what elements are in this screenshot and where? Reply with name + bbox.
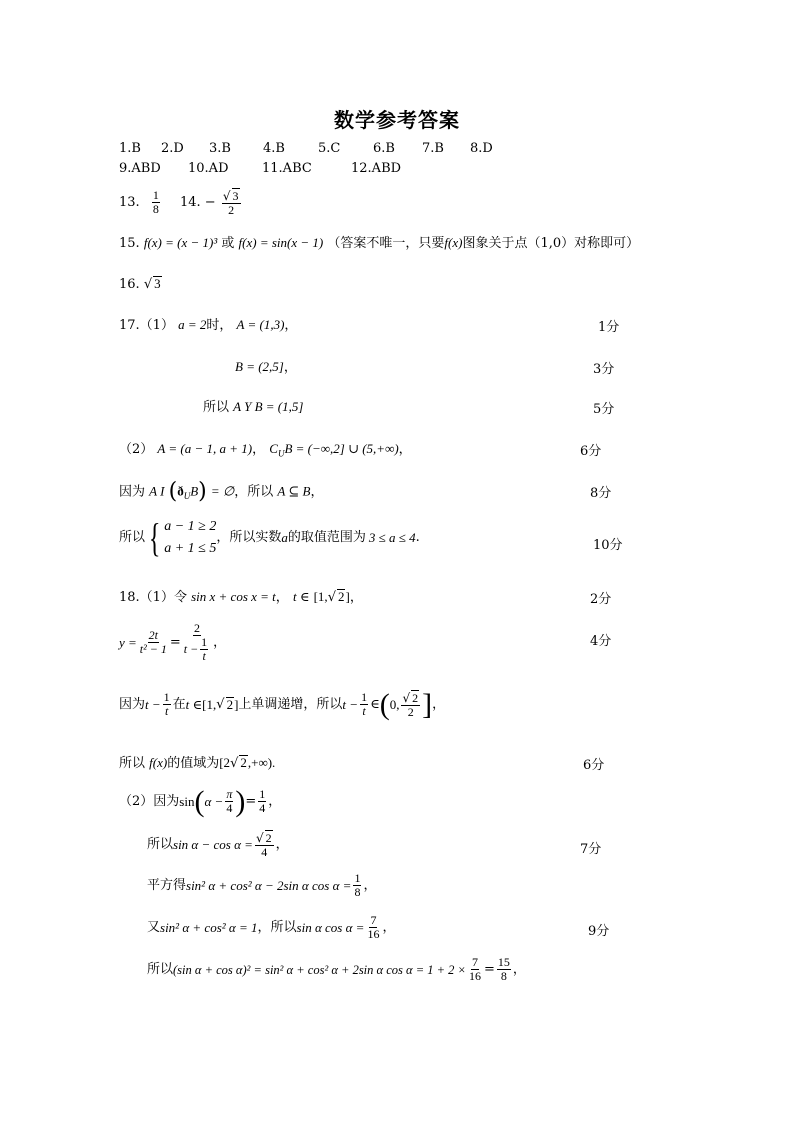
q18-l3-den: t <box>164 704 169 718</box>
q18-l6-expr: sin α − cos α = <box>173 836 253 852</box>
q18-l8-end: ， <box>382 919 396 935</box>
q18-l3-int-rad: 2 <box>226 697 234 712</box>
q18-l1-end: ， <box>349 590 363 605</box>
q15-or: 或 <box>221 236 235 251</box>
q18-l5-end: ， <box>268 793 282 809</box>
q18-l9-eq: = <box>484 961 495 977</box>
q18-l3-mid: 上单调递增，所以 <box>238 696 343 712</box>
q13-label: 13. <box>119 195 140 210</box>
q18-range-left: 0, <box>389 696 400 712</box>
q18-l3-end: ， <box>432 696 446 712</box>
q17-shi: 时， <box>206 318 233 333</box>
q17-score-6: 10分 <box>593 538 623 553</box>
q17-set-a2: A = (a − 1, a + 1) <box>157 441 253 456</box>
q17-complement-b: B = (−∞,2] ∪ (5,+∞) <box>284 441 399 456</box>
q18-score-1: 2分 <box>590 592 612 607</box>
q18-value-range-right: ,+∞). <box>247 755 276 770</box>
q18-frac2-den <box>183 636 211 663</box>
q18-l7-den: 8 <box>354 885 361 899</box>
q18-pi-frac <box>225 788 233 815</box>
q17-l6-mid: ，所以实数 <box>216 530 282 545</box>
q18-l8-pre: 又 <box>147 919 161 935</box>
q17-l6-pre: 所以 <box>119 530 146 545</box>
q18-line-2 <box>119 622 226 663</box>
q18-l3-t: t − <box>145 696 161 712</box>
q18-l3-den2: t <box>362 704 366 718</box>
q18-line-1: 18.（1）令 sin x + cos x = t， t ∈ [1,√ 2]， <box>119 589 363 605</box>
q18-fraction-1 <box>139 629 168 656</box>
q17-l1-end: ， <box>284 318 298 333</box>
q15-note-a: （答案不唯一，只要 <box>327 236 445 251</box>
q18-fx: f(x) <box>149 755 168 770</box>
q15-expr-2: f(x) = sin(x − 1) <box>238 235 324 250</box>
q18-l6-end: ， <box>275 836 289 852</box>
q18-frac2-den-t: t − <box>183 642 199 656</box>
q17-l6-end: . <box>415 530 420 545</box>
q18-l9-frac <box>468 956 482 983</box>
q18-sin: sin <box>179 793 195 809</box>
q17-l4-end: ， <box>398 442 412 457</box>
q18-alpha-minus: α − <box>204 793 224 809</box>
q14-fraction <box>222 188 241 217</box>
q13-denominator: 8 <box>152 202 159 216</box>
q18-l9-frac2 <box>497 956 511 983</box>
q18-l6-pre: 所以 <box>147 836 174 852</box>
q18-l4-mid: 的值域为 <box>167 756 220 771</box>
q18-l9-pre: 所以 <box>147 961 174 977</box>
q18-l9-den2: 8 <box>500 969 507 983</box>
answer-3: 3.B <box>209 141 231 156</box>
q17-complement-sub: U <box>277 448 285 459</box>
answer-9: 9.ABD <box>119 161 161 176</box>
q17-case-2: a + 1 ≤ 5 <box>164 541 217 556</box>
q18-l8-mid: ，所以 <box>257 919 297 935</box>
q18-line-4: 所以 f(x)的值域为[2√ 2,+∞). <box>119 755 276 771</box>
q18-substitution: sin x + cos x = t <box>191 589 276 604</box>
q18-interval-radicand: 2 <box>337 589 345 604</box>
q17-l6-mid2: 的取值范围为 <box>287 530 366 545</box>
q17-score-4: 6分 <box>580 444 602 459</box>
answer-6: 6.B <box>373 141 395 156</box>
q18-quarter <box>258 788 266 815</box>
q17-complement-symbol: ð <box>177 483 184 499</box>
q18-l8-den: 16 <box>367 927 380 941</box>
answer-5: 5.C <box>318 141 341 156</box>
q18-y-eq: y = <box>119 634 137 650</box>
q16-label: 16. <box>119 277 140 292</box>
q18-l3-int-right: ] <box>234 696 239 712</box>
q17-score-5: 8分 <box>590 486 612 501</box>
q18-l7-num: 1 <box>354 871 361 885</box>
answer-4: 4.B <box>263 141 285 156</box>
q18-l6-rad: 2 <box>265 831 272 845</box>
q18-l2-eq: = <box>169 634 181 650</box>
answer-12: 12.ABD <box>351 161 402 176</box>
q18-frac2-num: 2 <box>193 621 200 635</box>
q17-l3-pre: 所以 <box>203 400 230 415</box>
q18-line-6 <box>147 830 289 859</box>
q17-l5-b: B <box>190 483 199 499</box>
q17-l5-sub: U <box>183 491 191 502</box>
q14-numerator: √ 3 <box>222 189 239 203</box>
q17-system: { a − 1 ≥ 2 a + 1 ≤ 5 <box>148 515 217 560</box>
answer-7: 7.B <box>422 141 444 156</box>
q17-score-3: 5分 <box>593 402 615 417</box>
q15-expr-1: f(x) = (x − 1)³ <box>143 235 218 250</box>
q18-line-9 <box>147 956 526 983</box>
q16-value: 3 <box>154 276 161 291</box>
q18-l8-frac <box>366 914 380 941</box>
q17-range: 3 ≤ a ≤ 4 <box>368 530 416 545</box>
q18-line-7 <box>147 872 376 899</box>
q15-label: 15. <box>119 236 140 251</box>
q18-l3-int-left: [1, <box>202 696 217 712</box>
q17-condition: a = 2 <box>178 317 207 332</box>
q17-part2: （2） <box>119 442 154 457</box>
q17-line-5: 因为 A I $(ð_UB)$ = ∅，所以 A ⊆ B， <box>119 479 324 504</box>
q18-l3-in: 在 <box>172 696 186 712</box>
q17-intersect: A I <box>149 483 165 499</box>
q18-interval-right: ] <box>345 589 350 604</box>
q14-radicand: 3 <box>232 189 239 203</box>
answer-16-line: 16. √ 3 <box>119 276 161 292</box>
q18-t-in: t ∈ <box>292 589 310 604</box>
q17-l5-end: ， <box>310 484 324 500</box>
q14-label: 14. <box>179 195 201 210</box>
q18-l3-frac <box>163 691 171 718</box>
q17-line-1 <box>119 316 297 335</box>
q17-l5-pre: 因为 <box>119 484 146 500</box>
answer-11: 11.ABC <box>262 161 312 176</box>
q18-range-den: 2 <box>407 705 414 719</box>
q17-subset: A ⊆ B <box>277 483 311 499</box>
answer-10: 10.AD <box>188 161 229 176</box>
q18-part2: （2）因为 <box>119 793 180 809</box>
q18-score-3: 6分 <box>583 758 605 773</box>
q18-l6-den: 4 <box>261 845 268 859</box>
page-title: 数学参考答案 <box>334 108 460 132</box>
q18-l5-eq: = <box>245 793 257 809</box>
q18-range-frac: $\frac{√ 2}{2}$ <box>402 691 419 719</box>
q18-l9-num2: 15 <box>497 955 510 969</box>
q17-prefix: 17.（1） <box>119 318 174 333</box>
answer-15-line <box>119 234 639 253</box>
q17-case-1: a − 1 ≥ 2 <box>164 519 217 534</box>
q18-l3-num: 1 <box>163 690 170 704</box>
q18-l3-frac2 <box>360 691 368 718</box>
q18-l8-expr: sin² α + cos² α = 1 <box>160 919 258 935</box>
q17-union: A Y B = (1,5] <box>233 399 304 414</box>
q18-l7-frac <box>353 872 361 899</box>
q14-denominator: 2 <box>228 203 235 217</box>
q18-l3-t3: t − <box>342 696 359 712</box>
q18-l6-frac: $\frac{√ 2}{4}$ <box>255 831 272 859</box>
q18-pi: π <box>226 787 233 801</box>
q18-pi-den: 4 <box>226 801 233 815</box>
q18-l1-comma: ， <box>275 590 289 605</box>
q18-value-range-rad: 2 <box>240 755 247 770</box>
q18-l3-in2: ∈ <box>370 696 380 712</box>
q17-line-6 <box>119 516 420 560</box>
q17-complement: C <box>269 441 278 456</box>
q18-l7-end: ， <box>363 877 377 893</box>
q18-l3-num2: 1 <box>361 690 368 704</box>
answer-1: 1.B <box>119 141 141 156</box>
q18-l4-pre: 所以 <box>119 756 146 771</box>
q18-score-2: 4分 <box>590 634 612 649</box>
q17-empty-set: = ∅ <box>210 483 235 499</box>
q18-l2-end: ， <box>213 634 227 650</box>
q18-l9-end: ， <box>512 961 526 977</box>
q18-prefix: 18.（1）令 <box>119 590 187 605</box>
q18-quarter-num: 1 <box>259 787 266 801</box>
q18-l9-expr: (sin α + cos α)² = sin² α + cos² α + 2sin α cos α = 1 + 2 × <box>173 962 466 977</box>
q18-inner-fraction <box>200 636 208 663</box>
q18-l3-t-in: t ∈ <box>185 696 203 712</box>
q18-frac1-den: t² − 1 <box>139 642 167 656</box>
q15-note-fx: f(x) <box>444 235 463 250</box>
answer-2: 2.D <box>161 141 184 156</box>
q18-score-4: 7分 <box>580 842 602 857</box>
q17-l5-mid: ，所以 <box>234 484 274 500</box>
q18-l3-pre: 因为 <box>119 696 146 712</box>
q17-score-1: 1分 <box>598 320 620 335</box>
q18-l8-num: 7 <box>370 913 377 927</box>
q15-note-b: 图象关于点（1,0）对称即可） <box>462 236 640 251</box>
q17-line-2 <box>235 358 297 377</box>
q18-quarter-den: 4 <box>259 801 266 815</box>
q17-score-2: 3分 <box>593 362 615 377</box>
answer-8: 8.D <box>470 141 493 156</box>
q17-l4-comma: ， <box>252 442 266 457</box>
q18-fraction-2 <box>183 622 211 663</box>
q18-inner-num: 1 <box>201 635 208 649</box>
q18-l9-den: 16 <box>469 969 481 983</box>
q17-set-b: B = (2,5] <box>235 359 284 374</box>
q18-line-3: 因为 t − $\frac{1}{t}$ 在 t ∈ [1, √ 2 ] 上单调递增，所以 t − $\frac{1}{t}$ ∈ ( 0, $\frac{√ 2}{2}$ ] ， <box>119 687 446 721</box>
q18-line-5: （2）因为 sin ( α − $\frac{\pi}{4}$ ) = $\frac{1}{4}$ ， <box>119 784 282 818</box>
q18-inner-den: t <box>202 649 206 663</box>
q17-variable-a: a <box>281 530 288 545</box>
q17-set-a: A = (1,3) <box>236 317 285 332</box>
q18-score-5: 9分 <box>588 924 610 939</box>
answer-13-14-line <box>119 188 243 217</box>
q18-frac1-num: 2t <box>148 628 158 642</box>
q13-numerator: 1 <box>152 188 159 202</box>
q18-value-range-left: [2 <box>219 755 231 770</box>
q18-range-rad: 2 <box>412 691 419 705</box>
q17-line-3 <box>203 398 303 417</box>
q17-line-4 <box>119 440 412 463</box>
q18-l7-expr: sin² α + cos² α − 2sin α cos α = <box>186 877 352 893</box>
q18-interval-left: [1, <box>313 589 328 604</box>
q13-fraction <box>152 189 160 216</box>
q18-l9-num: 7 <box>472 955 478 969</box>
q18-l8-expr2: sin α cos α = <box>296 919 365 935</box>
q18-line-8 <box>147 914 395 941</box>
q17-l2-end: ， <box>283 360 297 375</box>
q14-sign: − <box>204 195 216 210</box>
q18-l7-pre: 平方得 <box>147 877 187 893</box>
